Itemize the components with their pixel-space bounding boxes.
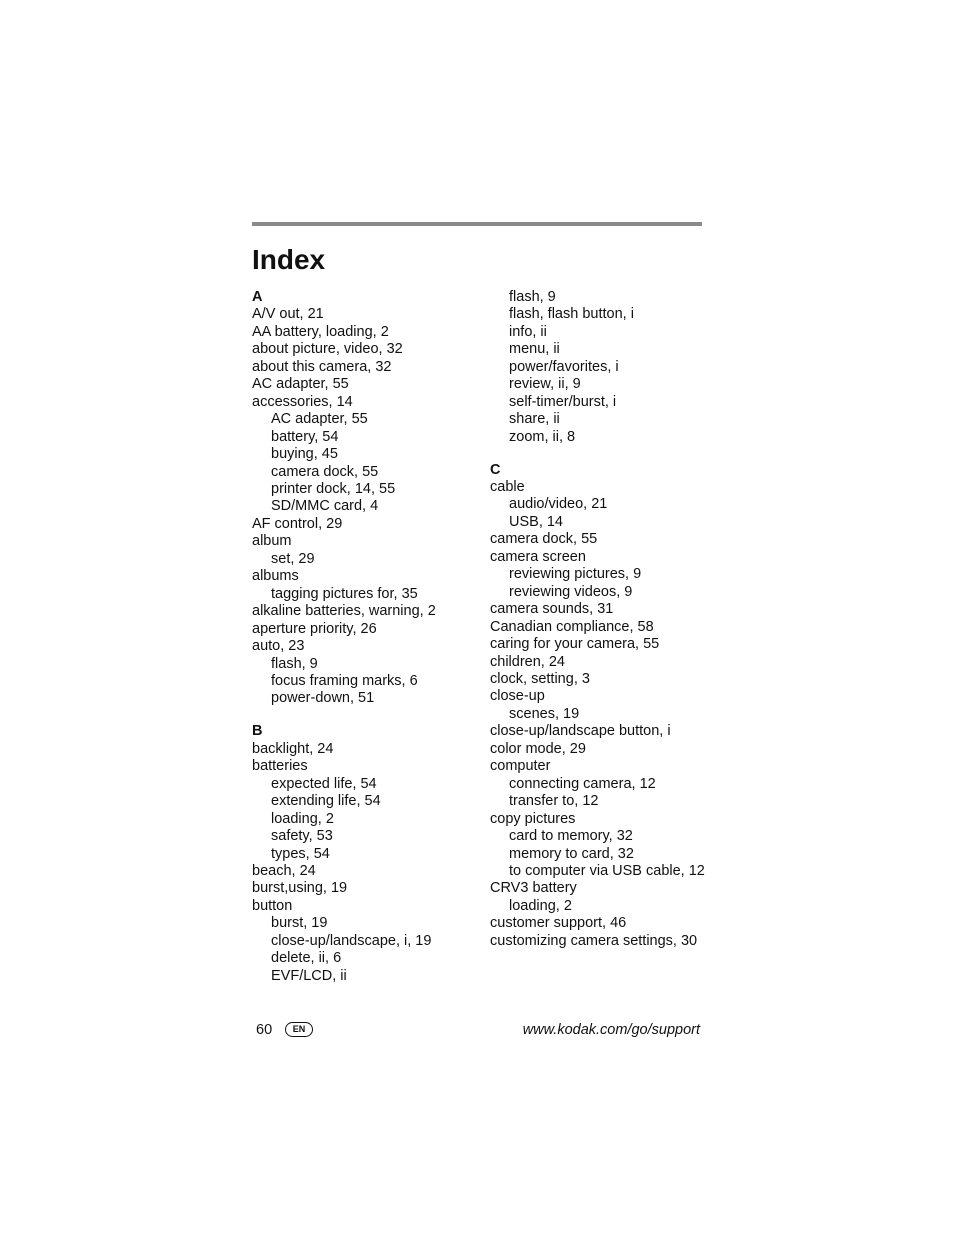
index-subentry: self-timer/burst, i	[509, 393, 617, 410]
index-entry: customizing camera settings, 30	[490, 932, 698, 949]
index-entry: caring for your camera, 55	[490, 636, 660, 653]
index-subentry: reviewing pictures, 9	[509, 566, 642, 583]
index-subentry: expected life, 54	[271, 775, 377, 792]
index-subentry: review, ii, 9	[509, 376, 581, 393]
index-subentry: memory to card, 32	[509, 845, 634, 862]
index-entry: children, 24	[490, 653, 565, 670]
index-entry: CRV3 battery	[490, 880, 577, 897]
index-entry: album	[252, 533, 292, 550]
index-entry: button	[252, 897, 293, 914]
page-number: 60	[256, 1022, 273, 1038]
index-subentry: scenes, 19	[509, 705, 580, 722]
index-column-left	[252, 289, 436, 985]
index-subentry: info, ii	[509, 323, 547, 340]
index-column-right	[490, 289, 705, 950]
index-entry: copy pictures	[490, 810, 576, 827]
index-subentry: to computer via USB cable, 12	[509, 863, 705, 879]
index-subentry: extending life, 54	[271, 793, 381, 810]
index-entry: Canadian compliance, 58	[490, 618, 654, 635]
language-badge: EN	[285, 1022, 313, 1037]
index-entry: close-up	[490, 688, 545, 705]
index-entry: auto, 23	[252, 638, 305, 655]
index-letter-heading: C	[490, 461, 501, 478]
index-subentry: burst, 19	[271, 915, 328, 932]
index-entry: AF control, 29	[252, 515, 343, 532]
index-subentry: power/favorites, i	[509, 358, 619, 375]
index-subentry: loading, 2	[509, 897, 572, 914]
index-subentry: connecting camera, 12	[509, 775, 656, 792]
index-entry: backlight, 24	[252, 740, 334, 757]
index-entry: accessories, 14	[252, 393, 353, 410]
index-subentry: battery, 54	[271, 428, 339, 445]
index-entry: burst,using, 19	[252, 880, 348, 897]
index-entry: camera sounds, 31	[490, 601, 614, 618]
index-subentry: card to memory, 32	[509, 828, 633, 845]
index-entry: cable	[490, 479, 525, 496]
index-subentry: audio/video, 21	[509, 496, 608, 513]
section-spacer	[490, 446, 705, 462]
index-entry: alkaline batteries, warning, 2	[252, 603, 436, 620]
index-subentry: tagging pictures for, 35	[271, 585, 418, 602]
index-subentry: buying, 45	[271, 446, 338, 463]
index-subentry: close-up/landscape, i, 19	[271, 932, 432, 949]
index-subentry: flash, flash button, i	[509, 306, 634, 323]
index-subentry: flash, 9	[271, 655, 318, 672]
index-subentry: printer dock, 14, 55	[271, 480, 396, 497]
index-subentry: EVF/LCD, ii	[271, 967, 347, 984]
index-subentry: focus framing marks, 6	[271, 672, 418, 689]
index-entry: close-up/landscape button, i	[490, 723, 671, 740]
section-spacer	[252, 708, 436, 724]
index-subentry: transfer to, 12	[509, 793, 599, 810]
index-subentry: flash, 9	[509, 289, 556, 305]
index-entry: customer support, 46	[490, 915, 627, 932]
index-subentry: menu, ii	[509, 341, 560, 358]
index-subentry: camera dock, 55	[271, 463, 379, 480]
index-entry: beach, 24	[252, 863, 316, 879]
index-subentry: reviewing videos, 9	[509, 583, 633, 600]
index-subentry: power-down, 51	[271, 690, 375, 707]
index-subentry: safety, 53	[271, 828, 333, 845]
index-entry: aperture priority, 26	[252, 620, 377, 637]
index-entry: about this camera, 32	[252, 358, 392, 375]
index-letter-heading: A	[252, 289, 263, 305]
index-entry: about picture, video, 32	[252, 341, 403, 358]
index-subentry: zoom, ii, 8	[509, 428, 576, 445]
index-entry: AA battery, loading, 2	[252, 323, 389, 340]
index-letter-heading: B	[252, 723, 263, 740]
index-subentry: share, ii	[509, 411, 560, 428]
index-entry: A/V out, 21	[252, 306, 324, 323]
index-subentry: AC adapter, 55	[271, 411, 368, 428]
index-entry: AC adapter, 55	[252, 376, 349, 393]
page-title: Index	[252, 244, 326, 275]
index-entry: albums	[252, 568, 299, 585]
index-entry: color mode, 29	[490, 740, 586, 757]
index-entry: computer	[490, 758, 551, 775]
index-subentry: loading, 2	[271, 810, 334, 827]
index-subentry: SD/MMC card, 4	[271, 498, 379, 515]
index-entry: batteries	[252, 758, 308, 775]
support-url: www.kodak.com/go/support	[522, 1022, 700, 1038]
index-subentry: types, 54	[271, 845, 330, 862]
index-subentry: set, 29	[271, 550, 315, 567]
index-entry: camera dock, 55	[490, 531, 598, 548]
index-entry: camera screen	[490, 548, 586, 565]
index-subentry: USB, 14	[509, 513, 563, 530]
index-entry: clock, setting, 3	[490, 671, 590, 688]
index-subentry: delete, ii, 6	[271, 950, 342, 967]
header-rule	[252, 222, 702, 226]
